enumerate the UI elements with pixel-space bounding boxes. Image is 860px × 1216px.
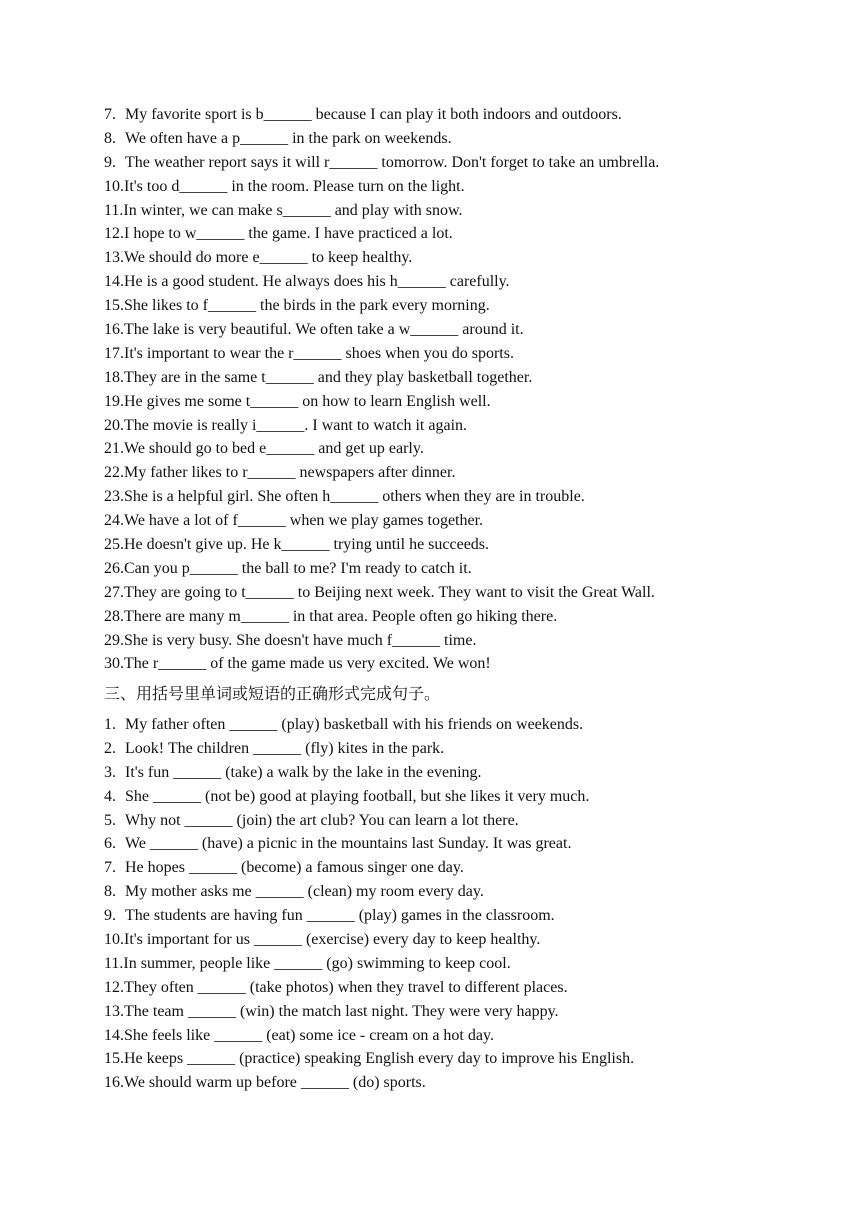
question-number: 1. xyxy=(104,716,116,733)
question-item xyxy=(104,294,824,318)
question-item xyxy=(104,151,824,175)
question-number: 13. xyxy=(104,1002,124,1020)
question-item xyxy=(104,581,824,605)
question-item xyxy=(104,904,824,928)
question-number: 7. xyxy=(104,859,116,877)
question-item xyxy=(104,856,824,880)
question-item xyxy=(104,175,824,199)
question-number: 17. xyxy=(104,344,124,362)
question-text: They are going to t______ to Beijing next week. They want to visit the Great Wall. xyxy=(124,583,655,601)
question-item xyxy=(104,390,824,414)
question-number: 9. xyxy=(104,907,116,925)
question-text: She feels like ______ (eat) some ice - cream on a hot day. xyxy=(124,1026,494,1044)
question-item xyxy=(104,761,824,785)
question-text: They often ______ (take photos) when they travel to different places. xyxy=(124,978,568,996)
question-text: In winter, we can make s______ and play with snow. xyxy=(123,201,463,219)
question-text: My father often ______ (play) basketball with his friends on weekends. xyxy=(125,716,584,733)
question-number: 14. xyxy=(104,273,124,291)
question-item xyxy=(104,713,824,737)
question-number: 30. xyxy=(104,655,124,673)
question-item xyxy=(104,952,824,976)
question-number: 21. xyxy=(104,440,124,458)
question-text: He is a good student. He always does his h______ carefully. xyxy=(124,273,510,291)
question-item xyxy=(104,437,824,461)
question-text: He doesn't give up. He k______ trying until he succeeds. xyxy=(124,536,490,554)
question-text: The weather report says it will r______ tomorrow. Don't forget to take an umbrella. xyxy=(125,153,660,171)
question-number: 3. xyxy=(104,763,116,781)
question-text: I hope to w______ the game. I have practiced a lot. xyxy=(124,225,453,243)
question-text: There are many m______ in that area. People often go hiking there. xyxy=(124,607,558,625)
question-text: She is a helpful girl. She often h______ others when they are in trouble. xyxy=(124,488,585,506)
question-item xyxy=(104,509,824,533)
question-text: She ______ (not be) good at playing football, but she likes it very much. xyxy=(125,787,590,805)
question-item xyxy=(104,832,824,856)
question-item xyxy=(104,1024,824,1048)
question-item xyxy=(104,557,824,581)
question-number: 12. xyxy=(104,978,124,996)
question-number: 28. xyxy=(104,607,124,625)
question-text: He hopes ______ (become) a famous singer one day. xyxy=(125,859,464,877)
question-item xyxy=(104,270,824,294)
question-number: 5. xyxy=(104,811,116,829)
question-number: 15. xyxy=(104,297,124,315)
question-text: We ______ (have) a picnic in the mountains last Sunday. It was great. xyxy=(125,835,572,853)
question-number: 15. xyxy=(104,1050,124,1068)
question-item xyxy=(104,976,824,1000)
question-text: We should do more e______ to keep healthy. xyxy=(124,249,413,267)
question-number: 13. xyxy=(104,249,124,267)
question-item xyxy=(104,246,824,270)
section-three-heading: 三、用括号里单词或短语的正确形式完成句子。 xyxy=(104,684,441,703)
question-number: 6. xyxy=(104,835,116,853)
question-item xyxy=(104,103,824,127)
question-number: 20. xyxy=(104,416,124,434)
question-item xyxy=(104,809,824,833)
question-number: 19. xyxy=(104,392,124,410)
question-text: We should go to bed e______ and get up early. xyxy=(124,440,424,458)
question-item xyxy=(104,1047,824,1071)
question-text: Look! The children ______ (fly) kites in the park. xyxy=(125,739,445,757)
question-item xyxy=(104,785,824,809)
question-item xyxy=(104,485,824,509)
question-text: We often have a p______ in the park on weekends. xyxy=(125,129,452,147)
question-number: 4. xyxy=(104,787,116,805)
question-item xyxy=(104,342,824,366)
question-item xyxy=(104,1000,824,1024)
question-item xyxy=(104,880,824,904)
section-three-list xyxy=(104,713,824,1095)
question-number: 27. xyxy=(104,583,124,601)
question-number: 10. xyxy=(104,931,124,949)
question-text: She likes to f______ the birds in the park every morning. xyxy=(124,297,490,315)
question-text: We should warm up before ______ (do) sports. xyxy=(124,1074,426,1092)
question-text: My mother asks me ______ (clean) my room every day. xyxy=(125,883,484,901)
question-text: It's important to wear the r______ shoes when you do sports. xyxy=(124,344,514,362)
question-number: 16. xyxy=(104,1074,124,1092)
question-item xyxy=(104,1071,824,1095)
question-text: It's important for us ______ (exercise) every day to keep healthy. xyxy=(124,931,541,949)
question-text: My father likes to r______ newspapers after dinner. xyxy=(124,464,456,482)
question-text: It's too d______ in the room. Please turn on the light. xyxy=(124,177,465,195)
question-item xyxy=(104,629,824,653)
question-text: My favorite sport is b______ because I can play it both indoors and outdoors. xyxy=(125,106,622,123)
question-text: The r______ of the game made us very excited. We won! xyxy=(124,655,491,673)
question-item xyxy=(104,127,824,151)
question-number: 29. xyxy=(104,631,124,649)
question-text: Can you p______ the ball to me? I'm ready to catch it. xyxy=(124,559,472,577)
question-number: 8. xyxy=(104,129,116,147)
question-item xyxy=(104,928,824,952)
question-text: We have a lot of f______ when we play games together. xyxy=(124,512,484,530)
question-item xyxy=(104,652,824,676)
question-number: 24. xyxy=(104,512,124,530)
question-number: 9. xyxy=(104,153,116,171)
question-number: 14. xyxy=(104,1026,124,1044)
question-text: He gives me some t______ on how to learn English well. xyxy=(124,392,491,410)
question-text: He keeps ______ (practice) speaking English every day to improve his English. xyxy=(124,1050,635,1068)
question-text: She is very busy. She doesn't have much f______ time. xyxy=(124,631,477,649)
section-two-list xyxy=(104,103,824,676)
question-item xyxy=(104,199,824,223)
question-text: The movie is really i______. I want to watch it again. xyxy=(124,416,468,434)
question-number: 7. xyxy=(104,106,116,123)
question-text: The lake is very beautiful. We often take a w______ around it. xyxy=(124,321,524,339)
question-item xyxy=(104,222,824,246)
question-item xyxy=(104,461,824,485)
question-number: 2. xyxy=(104,739,116,757)
question-item xyxy=(104,737,824,761)
question-number: 11. xyxy=(104,201,124,219)
question-text: They are in the same t______ and they play basketball together. xyxy=(124,368,533,386)
question-number: 11. xyxy=(104,954,124,972)
question-text: The team ______ (win) the match last night. They were very happy. xyxy=(124,1002,559,1020)
question-number: 16. xyxy=(104,321,124,339)
question-number: 12. xyxy=(104,225,124,243)
question-text: It's fun ______ (take) a walk by the lake in the evening. xyxy=(125,763,482,781)
question-text: The students are having fun ______ (play) games in the classroom. xyxy=(125,907,555,925)
question-item xyxy=(104,366,824,390)
question-number: 23. xyxy=(104,488,124,506)
question-number: 22. xyxy=(104,464,124,482)
question-number: 26. xyxy=(104,559,124,577)
question-text: Why not ______ (join) the art club? You can learn a lot there. xyxy=(125,811,519,829)
question-number: 25. xyxy=(104,536,124,554)
question-number: 18. xyxy=(104,368,124,386)
question-item xyxy=(104,605,824,629)
question-item xyxy=(104,318,824,342)
question-number: 8. xyxy=(104,883,116,901)
question-text: In summer, people like ______ (go) swimming to keep cool. xyxy=(123,954,511,972)
question-item xyxy=(104,414,824,438)
question-number: 10. xyxy=(104,177,124,195)
question-item xyxy=(104,533,824,557)
